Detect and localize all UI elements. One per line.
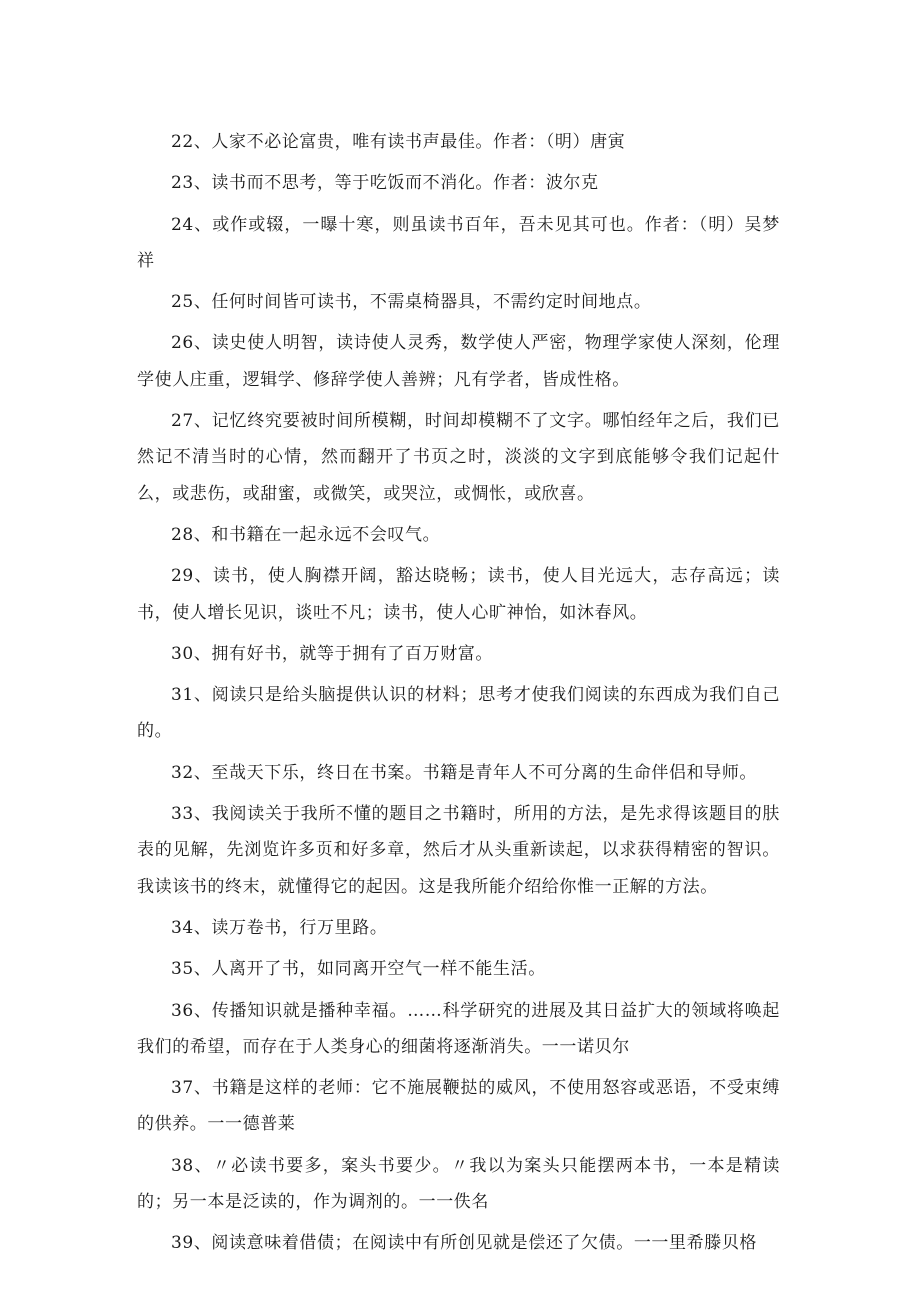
quote-paragraph-39: 39、阅读意味着借债；在阅读中有所创见就是偿还了欠债。一一里希滕贝格 xyxy=(171,1233,758,1254)
quote-paragraph-35: 35、人离开了书，如同离开空气一样不能生活。 xyxy=(171,959,546,980)
quote-paragraph-23: 23、读书而不思考，等于吃饭而不消化。作者：波尔克 xyxy=(171,173,599,194)
quote-paragraph-26: 26、读史使人明智，读诗使人灵秀，数学使人严密，物理学家使人深刻，伦理学使人庄重，逻辑学、修辞学使人善辨；凡有学者，皆成性格。 xyxy=(137,333,780,390)
quote-paragraph-29: 29、读书，使人胸襟开阔，豁达晓畅；读书，使人目光远大，志存高远；读书，使人增长见识，谈吐不凡；读书，使人心旷神怡，如沐春风。 xyxy=(137,566,780,623)
quote-paragraph-22: 22、人家不必论富贵，唯有读书声最佳。作者：（明）唐寅 xyxy=(171,132,626,152)
quote-paragraph-34: 34、读万卷书，行万里路。 xyxy=(171,917,388,938)
quote-paragraph-37: 37、书籍是这样的老师：它不施展鞭挞的威风，不使用怒容或恶语，不受束缚的供养。一一德普莱 xyxy=(137,1078,780,1135)
quote-paragraph-27: 27、记忆终究要被时间所模糊，时间却模糊不了文字。哪怕经年之后，我们已然记不清当时的心情，然而翻开了书页之时，淡淡的文字到底能够令我们记起什么，或悲伤，或甜蜜，或微笑，或哭泣，或惆怅，或欣喜。 xyxy=(137,411,780,504)
quote-paragraph-30: 30、拥有好书，就等于拥有了百万财富。 xyxy=(171,643,494,664)
document-body xyxy=(137,124,780,1267)
quote-paragraph-38: 38、〃必读书要多，案头书要少。〃我以为案头只能摆两本书，一本是精读的；另一本是泛读的，作为调剂的。一一佚名 xyxy=(137,1155,780,1213)
quote-paragraph-31: 31、阅读只是给头脑提供认识的材料；思考才使我们阅读的东西成为我们自己的。 xyxy=(137,685,780,742)
quote-paragraph-24: 24、或作或辍，一曝十寒，则虽读书百年，吾未见其可也。作者：（明）吴梦祥 xyxy=(137,214,780,271)
quote-paragraph-36: 36、传播知识就是播种幸福。……科学研究的进展及其日益扩大的领域将唤起我们的希望，而存在于人类身心的细菌将逐渐消失。一一诺贝尔 xyxy=(137,1000,780,1057)
quote-paragraph-25: 25、任何时间皆可读书，不需桌椅器具，不需约定时间地点。 xyxy=(171,292,652,313)
quote-paragraph-28: 28、和书籍在一起永远不会叹气。 xyxy=(171,524,441,545)
quote-paragraph-33: 33、我阅读关于我所不懂的题目之书籍时，所用的方法，是先求得该题目的肤表的见解，先浏览许多页和好多章，然后才从头重新读起，以求获得精密的智识。我读该书的终末，就懂得它的起因。这是我所能介绍给你惟一正解的方法。 xyxy=(137,804,780,897)
quote-paragraph-32: 32、至哉天下乐，终日在书案。书籍是青年人不可分离的生命伴侣和导师。 xyxy=(171,762,758,783)
